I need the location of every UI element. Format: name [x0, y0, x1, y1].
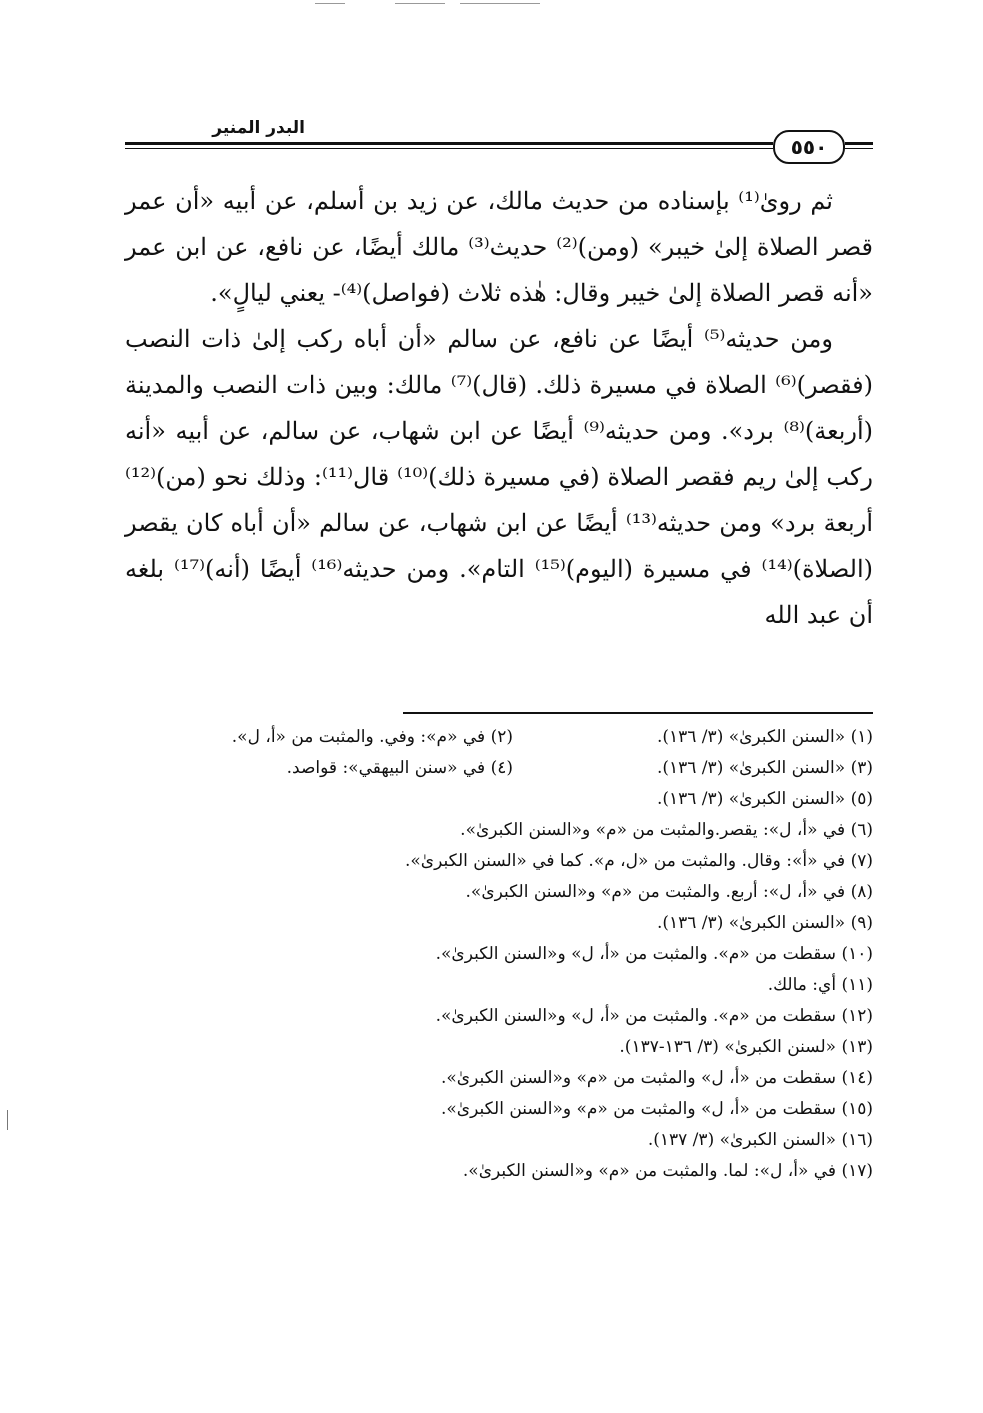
header-rule: [125, 142, 773, 145]
header-rule-right-thin: [845, 148, 873, 149]
header-rule-thin: [125, 148, 773, 149]
page-number: ٥٥٠: [773, 130, 845, 164]
footnote: (٦) في «أ، ل»: يقصر.والمثبت من «م» و«السنن الكبرىٰ».: [460, 820, 873, 840]
footnote: (٩) «السنن الكبرىٰ» (٣/ ١٣٦).: [656, 913, 873, 933]
footnote-row: [125, 753, 873, 784]
footnote: (٢) في «م»: وفي. والمثبت من «أ، ل».: [231, 727, 513, 747]
footnote: (١٥) سقطت من «أ، ل» والمثبت من «م» و«السنن الكبرىٰ».: [441, 1099, 873, 1119]
footnote: (١) «السنن الكبرىٰ» (٣/ ١٣٦).: [656, 727, 873, 747]
running-header: [125, 118, 873, 163]
footnote: (٨) في «أ، ل»: أربع. والمثبت من «م» و«السنن الكبرىٰ».: [465, 882, 873, 902]
footnote-divider: [403, 712, 873, 714]
scan-edge-mark: [7, 1110, 8, 1130]
footnote: (١٣) «لسنن الكبرىٰ» (٣/ ١٣٦-١٣٧).: [619, 1037, 873, 1057]
footnote: (١٦) «السنن الكبرىٰ» (٣/ ١٣٧).: [647, 1130, 873, 1150]
footnote: (١٢) سقطت من «م». والمثبت من «أ، ل» و«السنن الكبرىٰ».: [435, 1006, 873, 1026]
footnote: (١١) أي: مالك.: [767, 975, 873, 995]
footnote-row: [125, 722, 873, 753]
footnote: (٧) في «أ»: وقال. والمثبت من «ل، م». كما في «السنن الكبرىٰ».: [404, 851, 873, 871]
top-edge-marks: [300, 0, 550, 8]
book-title: البدر المنير: [212, 118, 305, 138]
footnote: (٣) «السنن الكبرىٰ» (٣/ ١٣٦).: [656, 758, 873, 778]
footnote: (٥) «السنن الكبرىٰ» (٣/ ١٣٦).: [656, 789, 873, 809]
main-text: [125, 178, 873, 638]
paragraph: ثم روىٰ⁽¹⁾ بإسناده من حديث مالك، عن زيد بن أسلم، عن أبيه «أن عمر قصر الصلاة إلىٰ خيبر» (ومن)⁽²⁾ حديث⁽³⁾ مالك أيضًا، عن نافع، عن ابن عمر «أنه قصر الصلاة إلىٰ خيبر وقال: هٰذه ثلاث (فواصل)⁽⁴⁾- يعني ليالٍ».: [125, 187, 873, 307]
footnote: (١٠) سقطت من «م». والمثبت من «أ، ل» و«السنن الكبرىٰ».: [435, 944, 873, 964]
footnote: (٤) في «سنن البيهقي»: قواصد.: [286, 758, 513, 778]
footnote: (١٧) في «أ، ل»: لما. والمثبت من «م» و«السنن الكبرىٰ».: [462, 1161, 873, 1181]
footnote: (١٤) سقطت من «أ، ل» والمثبت من «م» و«السنن الكبرىٰ».: [441, 1068, 873, 1088]
header-rule-right: [845, 142, 873, 145]
footnotes: [125, 722, 873, 1187]
paragraph: ومن حديثه⁽⁵⁾ أيضًا عن نافع، عن سالم «أن أباه ركب إلىٰ ذات النصب (فقصر)⁽⁶⁾ الصلاة في مسيرة ذلك. (قال)⁽⁷⁾ مالك: وبين ذات النصب والمدينة (أربعة)⁽⁸⁾ برد». ومن حديثه⁽⁹⁾ أيضًا عن ابن شهاب، عن سالم، عن أبيه «أنه ركب إلىٰ ريم فقصر الصلاة (في مسيرة ذلك)⁽¹⁰⁾ قال⁽¹¹⁾: وذلك نحو (من)⁽¹²⁾ أربعة برد» ومن حديثه⁽¹³⁾ أيضًا عن ابن شهاب، عن سالم «أن أباه كان يقصر (الصلاة)⁽¹⁴⁾ في مسيرة (اليوم)⁽¹⁵⁾ التام». ومن حديثه⁽¹⁶⁾ أيضًا (أنه)⁽¹⁷⁾ بلغه أن عبد الله: [125, 325, 874, 629]
